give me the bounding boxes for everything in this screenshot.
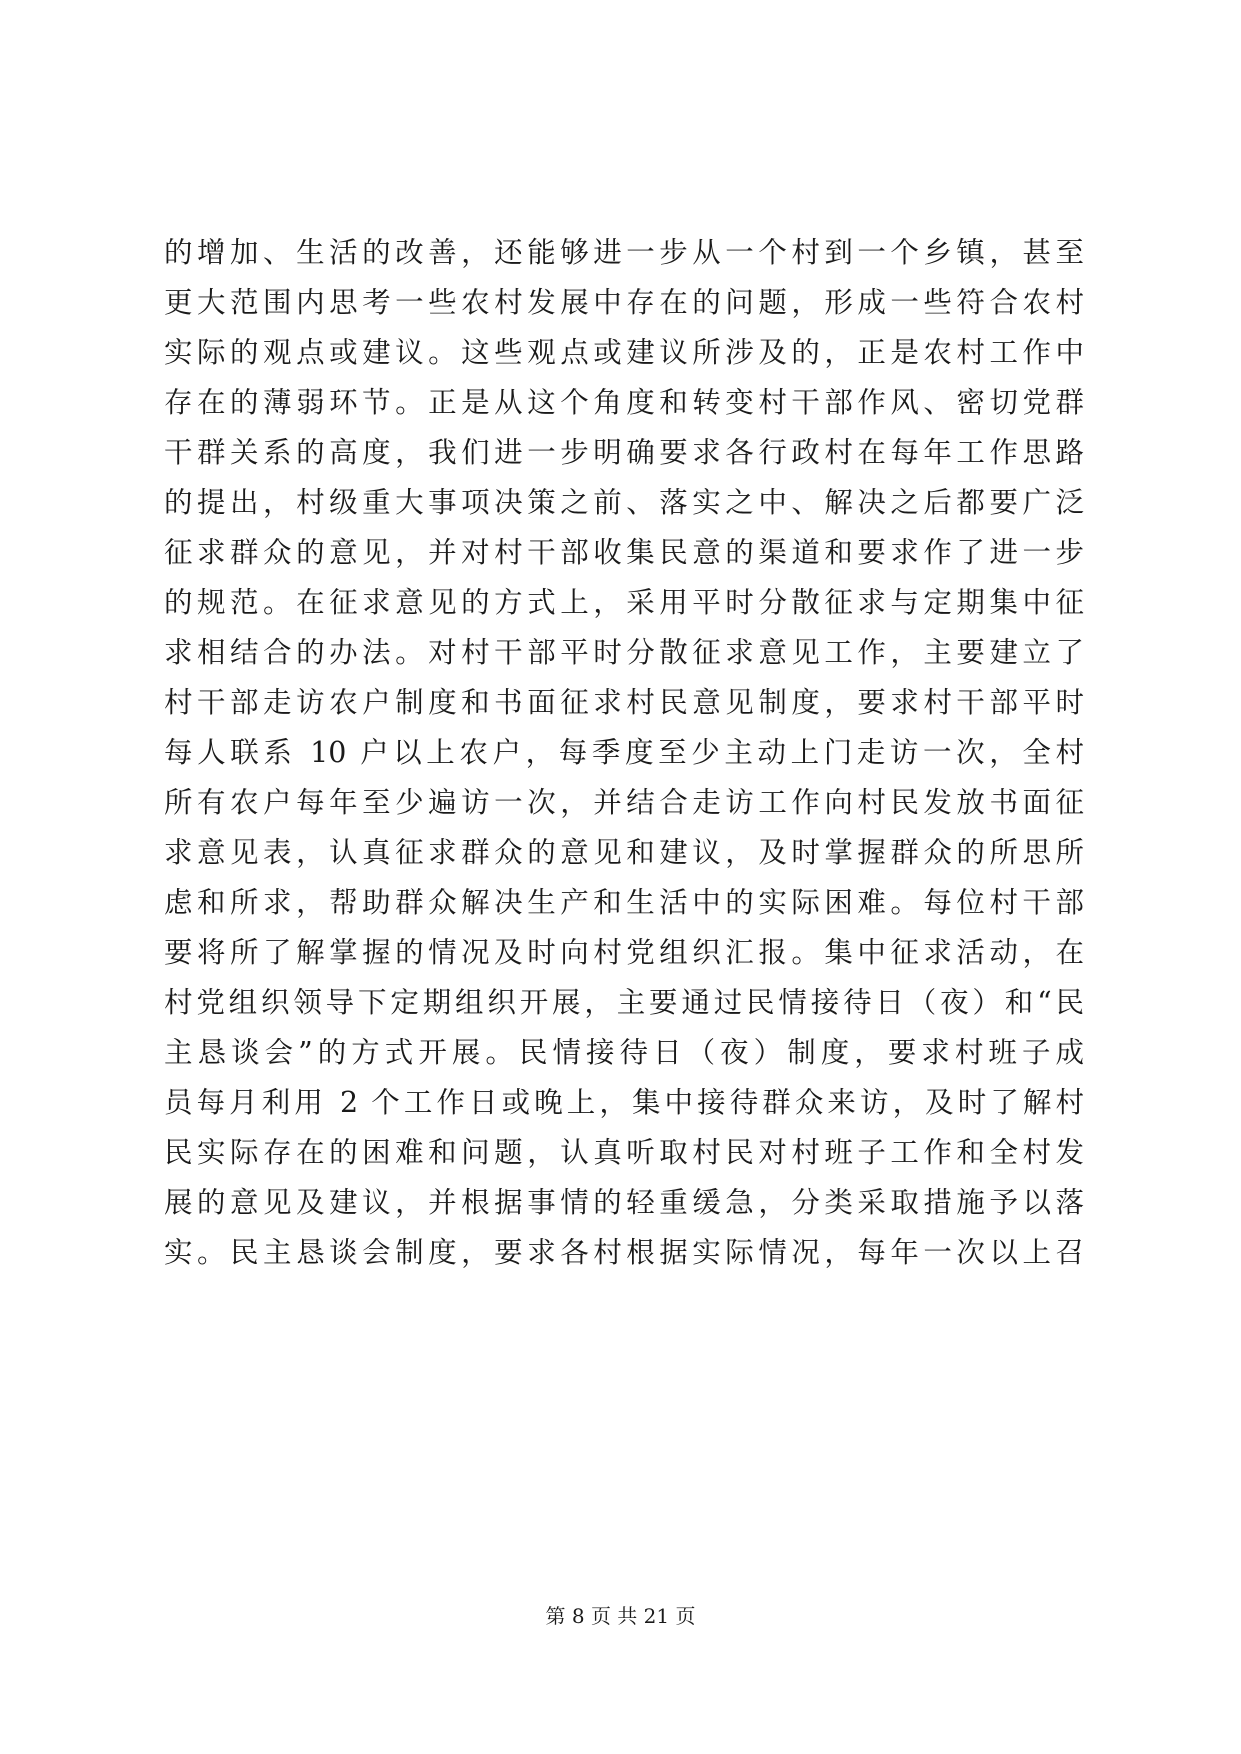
text-line: 民实际存在的困难和问题，认真听取村民对村班子工作和全村发 [164,1136,1084,1169]
body-text [164,228,1084,1278]
text-line: 所有农户每年至少遍访一次，并结合走访工作向村民发放书面征 [164,786,1084,819]
text-line: 求相结合的办法。对村干部平时分散征求意见工作，主要建立了 [164,636,1084,669]
text-line: 的规范。在征求意见的方式上，采用平时分散征求与定期集中征 [164,586,1084,619]
text-line: 干群关系的高度，我们进一步明确要求各行政村在每年工作思路 [164,436,1084,469]
text-line: 要将所了解掌握的情况及时向村党组织汇报。集中征求活动，在 [164,936,1084,969]
text-line: 展的意见及建议，并根据事情的轻重缓急，分类采取措施予以落 [164,1186,1084,1219]
text-line: 实际的观点或建议。这些观点或建议所涉及的，正是农村工作中 [164,336,1084,369]
text-line: 的增加、生活的改善，还能够进一步从一个村到一个乡镇，甚至 [164,236,1084,269]
text-line: 求意见表，认真征求群众的意见和建议，及时掌握群众的所思所 [164,836,1084,869]
text-line: 更大范围内思考一些农村发展中存在的问题，形成一些符合农村 [164,286,1084,319]
page-number-footer: 第 8 页 共 21 页 [545,1604,696,1628]
text-line: 的提出，村级重大事项决策之前、落实之中、解决之后都要广泛 [164,486,1084,519]
text-line: 每人联系 10 户以上农户，每季度至少主动上门走访一次，全村 [164,736,1084,769]
text-line: 员每月利用 2 个工作日或晚上，集中接待群众来访，及时了解村 [164,1086,1084,1119]
text-line: 主恳谈会”的方式开展。民情接待日（夜）制度，要求村班子成 [164,1036,1084,1069]
text-line: 虑和所求，帮助群众解决生产和生活中的实际困难。每位村干部 [164,886,1084,919]
text-line: 村党组织领导下定期组织开展，主要通过民情接待日（夜）和“民 [164,986,1084,1019]
text-line: 征求群众的意见，并对村干部收集民意的渠道和要求作了进一步 [164,536,1084,569]
text-line: 实。民主恳谈会制度，要求各村根据实际情况，每年一次以上召 [164,1236,1084,1269]
text-line: 存在的薄弱环节。正是从这个角度和转变村干部作风、密切党群 [164,386,1084,419]
text-line: 村干部走访农户制度和书面征求村民意见制度，要求村干部平时 [164,686,1084,719]
